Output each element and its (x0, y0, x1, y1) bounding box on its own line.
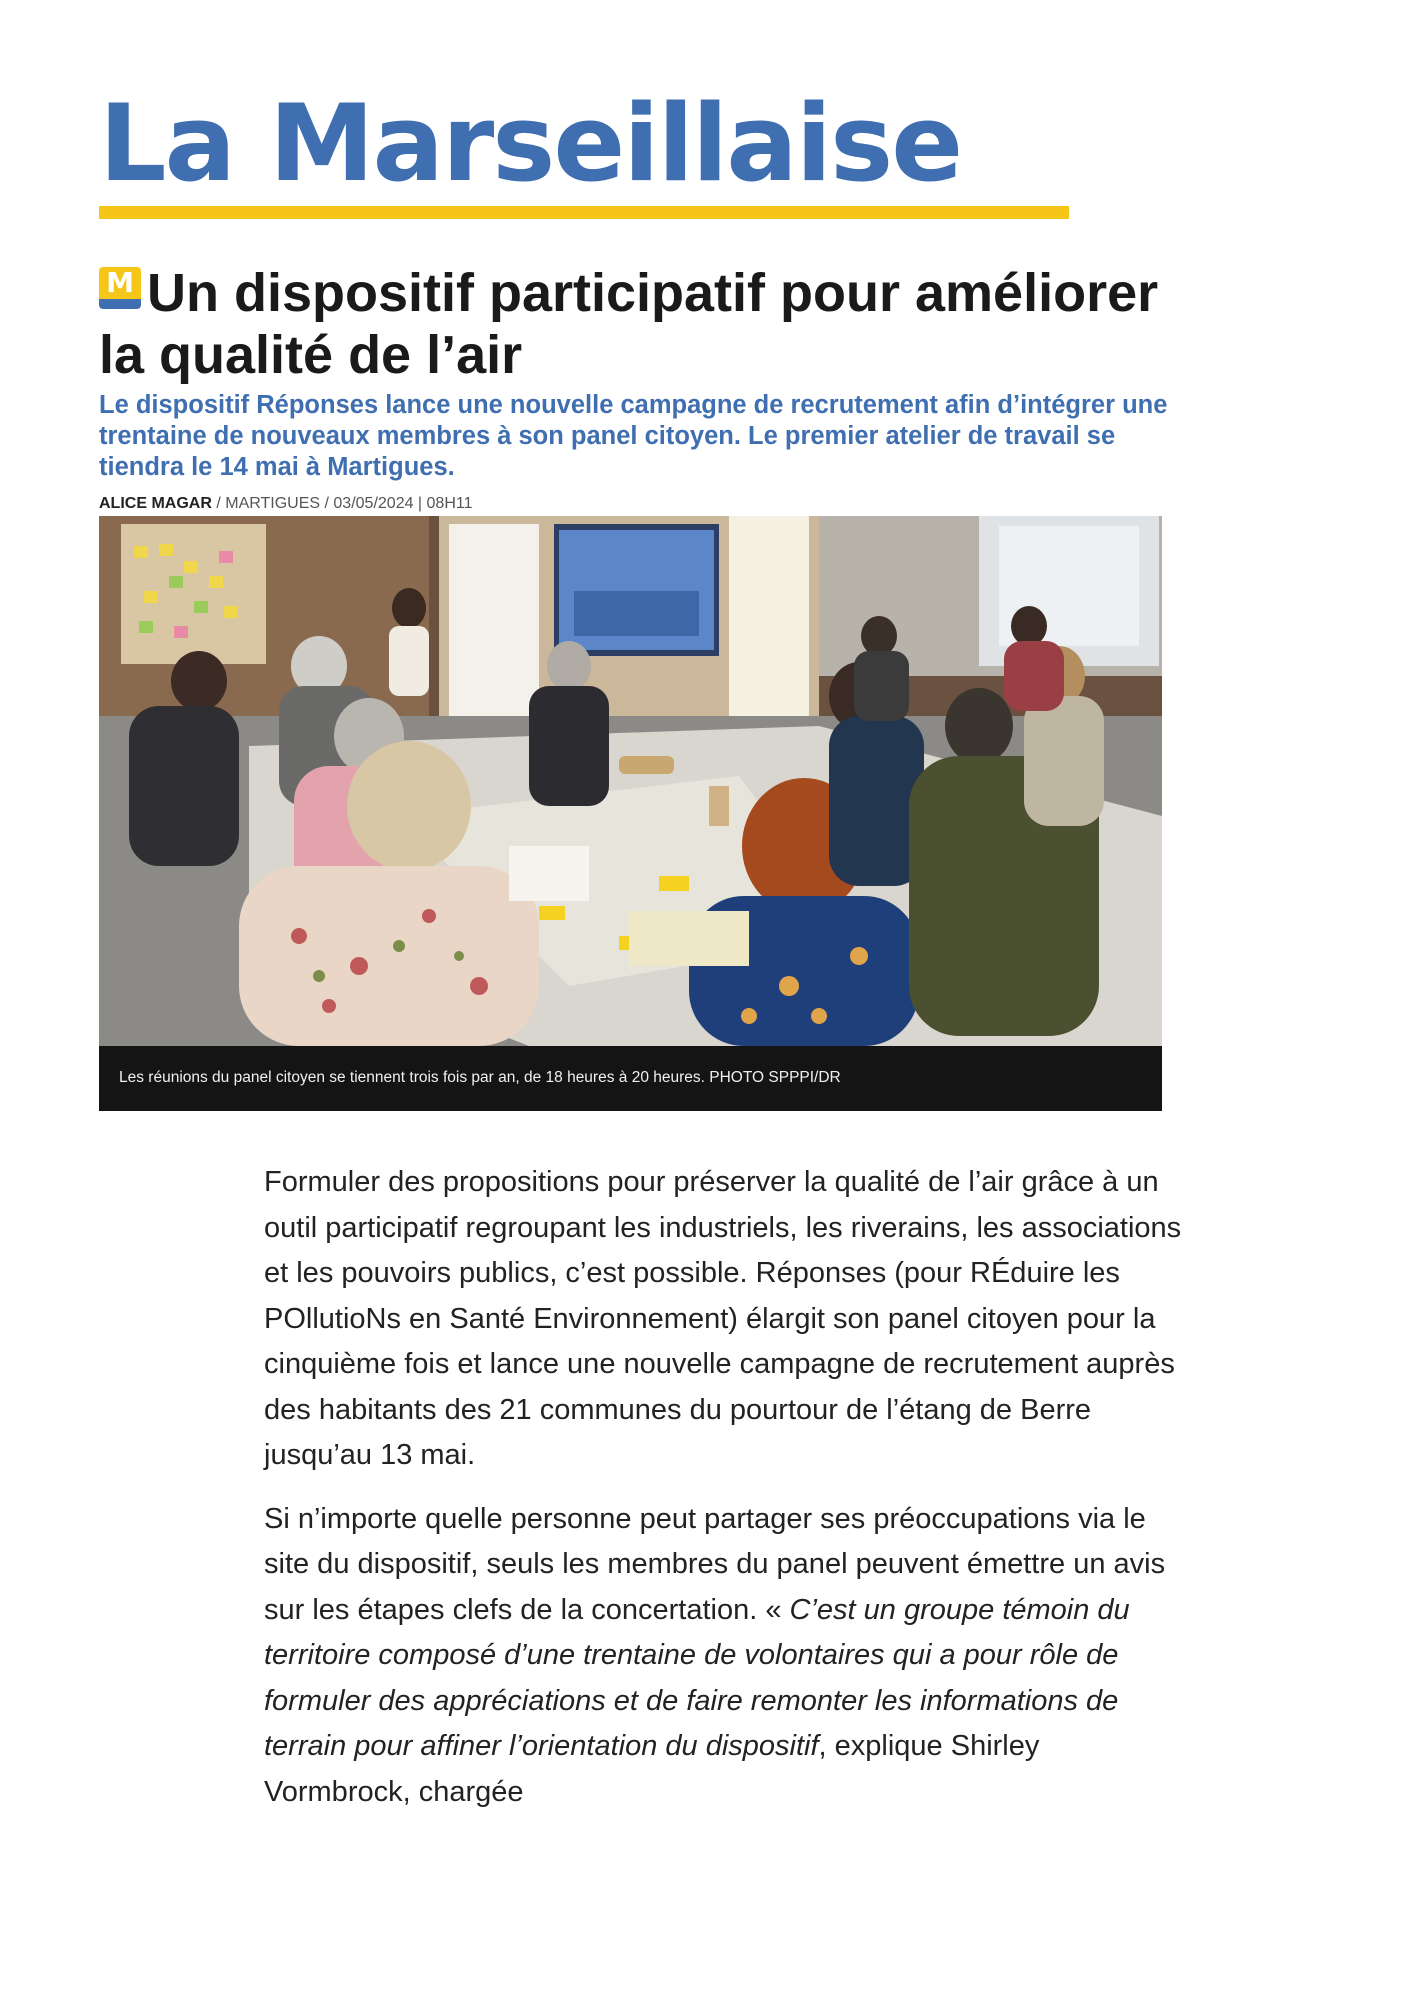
meeting-photo (99, 516, 1162, 1046)
newspaper-logo[interactable]: La Marseillaise (99, 82, 962, 205)
paragraph-1: Formuler des propositions pour préserver la qualité de l’air grâce à un outil participatif regroupant les industriels, les riverains, les associations et les pouvoirs publics, c’est possible. Réponses (pour RÉduire les POllutioNs en Santé Environnement) élargit son panel citoyen pour la cinquième fois et lance une nouvelle campagne de recrutement auprès des habitants des 21 communes du pourtour de l’étang de Berre jusqu’au 13 mai. (264, 1166, 1182, 1471)
byline: ALICE MAGAR / MARTIGUES / 03/05/2024 | 08H11 (99, 495, 473, 512)
quote: C’est un groupe témoin du territoire composé d’une trentaine de volontaires qui a pour rôle de formuler des appréciations et de faire remonter les informations de terrain pour affiner l’orientation du dispositif (264, 1593, 1130, 1762)
logo-underline (99, 206, 1069, 219)
article-subtitle: Le dispositif Réponses lance une nouvelle campagne de recrutement afin d’intégrer une trentaine de nouveaux membres à son panel citoyen. Le premier atelier de travail se tiendra le 14 mai à Martigues. (99, 391, 1168, 481)
premium-badge-icon: M (99, 267, 141, 309)
masthead (99, 82, 1069, 205)
publish-time: 08H11 (426, 495, 473, 512)
article-photo (99, 516, 1162, 1111)
article-headline (99, 262, 1159, 386)
photo-caption: Les réunions du panel citoyen se tiennent trois fois par an, de 18 heures à 20 heures. PHOTO SPPPI/DR (119, 1069, 841, 1086)
headline-text: Un dispositif participatif pour améliorer la qualité de l’air (99, 263, 1159, 385)
article-body (264, 1160, 1184, 1833)
location[interactable]: MARTIGUES (225, 495, 321, 512)
photo-caption-bar (99, 1046, 1162, 1111)
publish-date: 03/05/2024 (333, 495, 414, 512)
author-name[interactable]: ALICE MAGAR (99, 495, 212, 512)
paragraph-2: Si n’importe quelle personne peut partager ses préoccupations via le site du dispositif, seuls les membres du panel peuvent émettre un avis sur les étapes clefs de la concertation. « C’est un groupe témoin du territoire composé d’une trentaine de volontaires qui a pour rôle de formuler des appréciations et de faire remonter les informations de terrain pour affiner l’orientation du dispositif, explique Shirley Vormbrock, chargée (264, 1502, 1166, 1808)
